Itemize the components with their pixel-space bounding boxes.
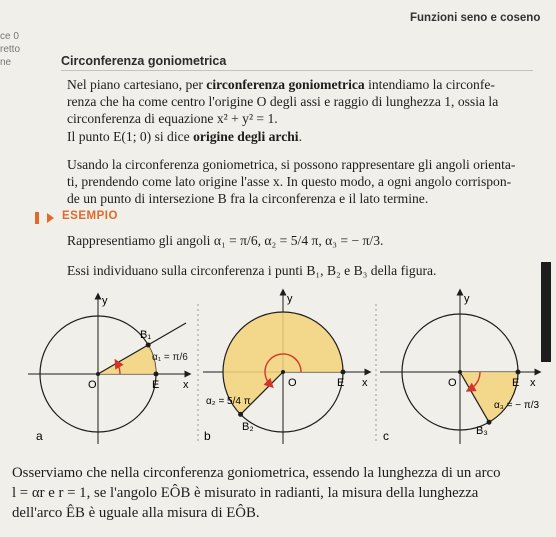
point-b1 [146, 343, 151, 348]
angle-sector [460, 372, 518, 422]
x-axis-label: x [183, 379, 189, 391]
text: . [298, 129, 302, 144]
text-line: l = αr e r = 1, se l'angolo EÔB è misurato in radianti, la misura della lunghezza [12, 485, 479, 501]
margin-fragment: retto [0, 44, 21, 55]
term-origine: origine degli archi [193, 129, 299, 144]
text-line: Osserviamo che nella circonferenza goniometrica, essendo la lunghezza di un arco [12, 465, 501, 481]
point-e [154, 372, 159, 377]
example-line-1: Rappresentiamo gli angoli α₁ = π/6, α₂ = 5/4 π, α₃ = − π/3. [67, 233, 384, 248]
origin-label: O [448, 377, 457, 389]
closing-paragraph [12, 463, 547, 523]
point-b2 [238, 412, 243, 417]
origin-label: O [288, 377, 297, 389]
panel-label-a: a [36, 429, 43, 443]
point-e [516, 370, 521, 375]
point-b3 [487, 420, 492, 425]
margin-fragments [0, 30, 20, 69]
origin-point [96, 372, 100, 376]
x-axis-label: x [362, 377, 368, 389]
example-arrow-icon [47, 213, 54, 223]
y-axis-label: y [102, 295, 108, 307]
section-divider [61, 70, 533, 71]
text: circonferenza di equazione x² + y² = 1. [67, 111, 278, 127]
point-e [341, 370, 346, 375]
text-line: dell'arco ÊB è uguale alla misura di EÔB. [12, 505, 260, 521]
origin-point [281, 370, 285, 374]
point-e-label: E [512, 377, 520, 389]
point-b2-label: B₂ [242, 421, 254, 433]
point-b1-label: B₁ [140, 329, 152, 341]
example-label: ESEMPIO [62, 210, 118, 222]
figure-a [28, 296, 188, 444]
page-edge-tab [541, 262, 551, 362]
y-axis-label: y [287, 293, 293, 305]
margin-fragment: ce 0 [0, 31, 19, 42]
text: intendiamo la circonfe- [364, 77, 495, 92]
term-circonferenza: circonferenza goniometrica [206, 77, 365, 92]
figure-b [203, 292, 368, 444]
angle-c-label: α₃ = − π/3 [494, 400, 540, 411]
panel-label-c: c [383, 429, 389, 443]
y-axis-label: y [464, 293, 470, 305]
figures-unit-circle [28, 284, 542, 454]
running-header: Funzioni seno e coseno [410, 12, 541, 24]
text: Usando la circonferenza goniometrica, si possono rappresentare gli angoli orienta- [67, 157, 516, 172]
paragraph-angles [67, 156, 537, 208]
text: Nel piano cartesiano, per [67, 77, 207, 92]
x-axis-label: x [530, 377, 536, 389]
panel-label-b: b [204, 429, 211, 443]
text: renza che ha come centro l'origine O degli assi e raggio di lunghezza 1, ossia la [67, 94, 499, 110]
margin-fragment: ne [0, 57, 12, 68]
text: Il punto E(1; 0) si dice [67, 129, 194, 144]
section-title: Circonferenza goniometrica [61, 54, 227, 68]
paragraph-origin [67, 128, 537, 145]
origin-label: O [88, 379, 97, 391]
example-marker [35, 212, 39, 224]
point-b3-label: B₃ [476, 425, 488, 437]
point-e-label: E [337, 377, 345, 389]
origin-point [458, 370, 462, 374]
angle-a-label: α₁ = π/6 [152, 352, 188, 363]
paragraph-definition [67, 76, 537, 128]
angle-b-label: α₂ = 5/4 π [206, 396, 251, 407]
text: de un punto di intersezione B fra la circonferenza e il lato termine. [67, 191, 429, 207]
example-line-2: Essi individuano sulla circonferenza i punti B₁, B₂ e B₃ della figura. [67, 263, 437, 278]
text: ti, prendendo come lato origine l'asse x. In questo modo, a ogni angolo corrispon- [67, 174, 512, 190]
point-e-label: E [152, 379, 160, 391]
figure-c [380, 292, 538, 444]
